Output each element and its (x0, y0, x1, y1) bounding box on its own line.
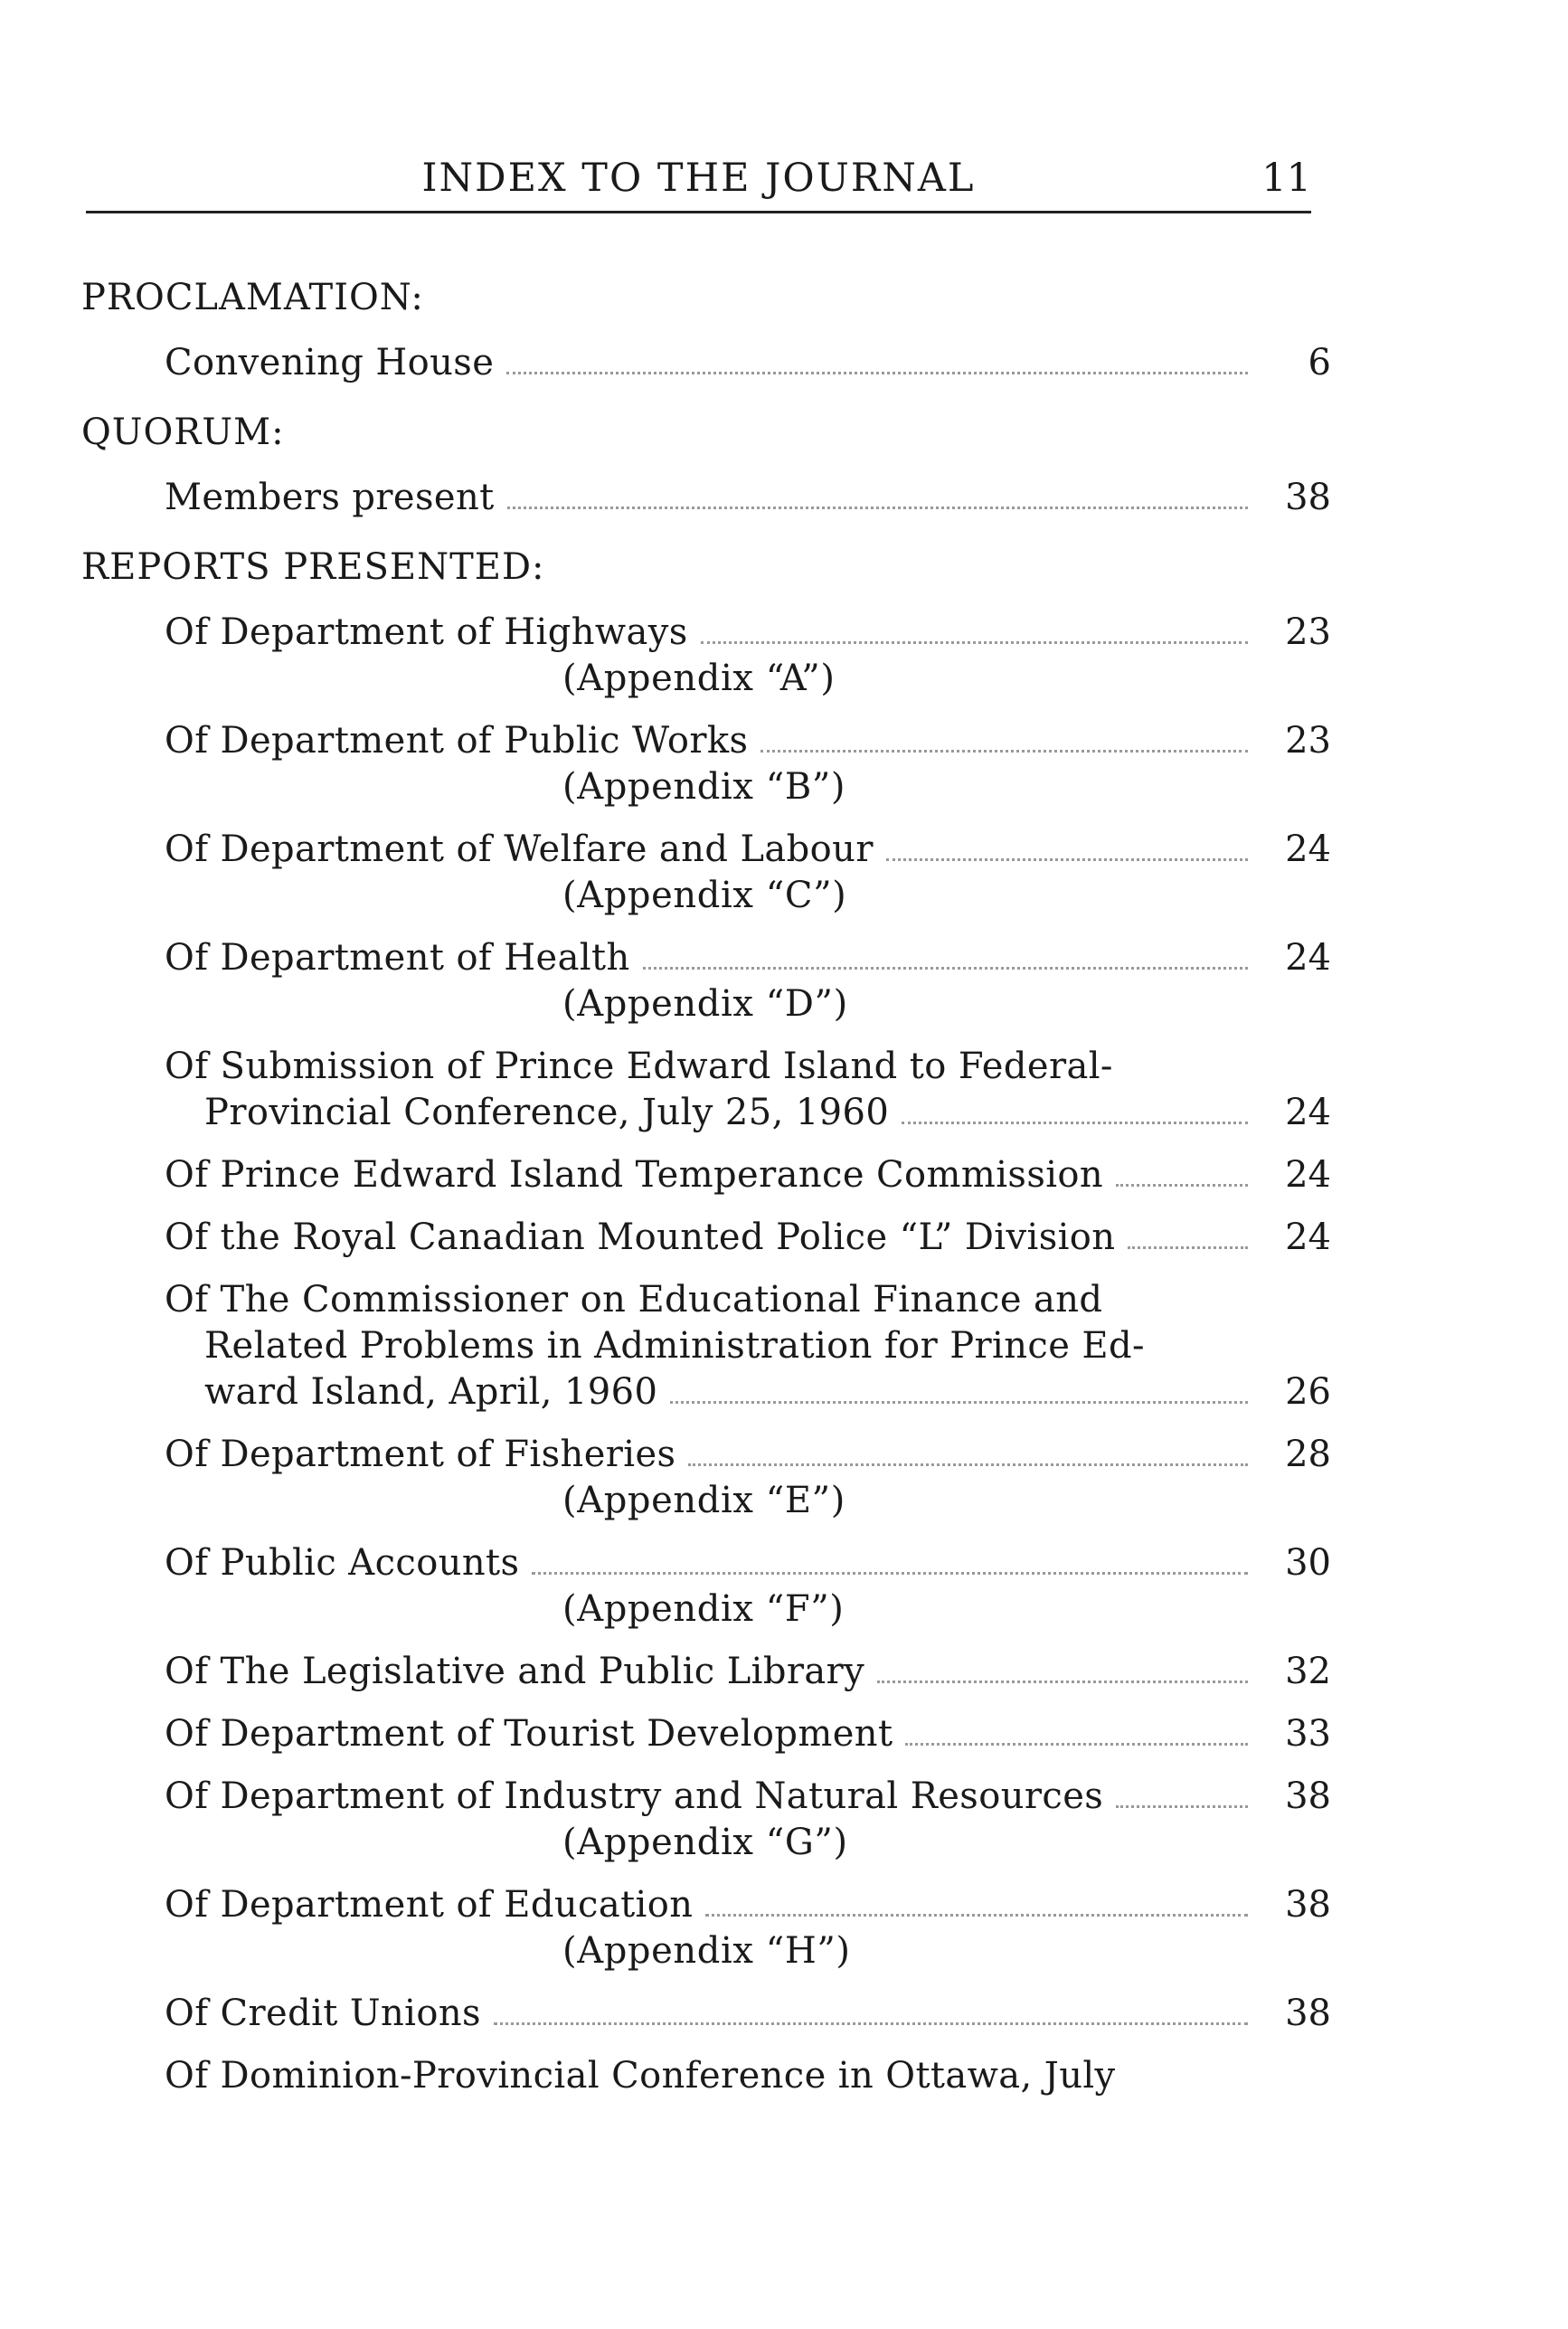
dot-leader (670, 1401, 1248, 1404)
dot-leader (905, 1743, 1248, 1746)
entry-text: Of Credit Unions (165, 1993, 481, 2034)
index-entry (165, 1277, 1331, 1415)
appendix-reference: (Appendix “A”) (562, 658, 836, 699)
dot-leader (886, 858, 1248, 861)
dot-leader (506, 372, 1248, 374)
entry-page-number: 23 (1285, 720, 1331, 762)
entry-page-number: 38 (1285, 1775, 1331, 1817)
entry-page-number: 38 (1285, 1993, 1331, 2034)
entry-line (165, 340, 1331, 386)
dot-leader (643, 967, 1248, 970)
index-entry (165, 1882, 1331, 1974)
index-section (81, 406, 1347, 521)
appendix-reference: (Appendix “B”) (562, 766, 846, 808)
entry-line (165, 1774, 1331, 1820)
entry-page-number: 24 (1285, 937, 1331, 979)
entry-text: Of Submission of Prince Edward Island to Federal- (165, 1046, 1113, 1087)
index-entry (165, 935, 1331, 1027)
section-heading: PROCLAMATION: (81, 277, 424, 318)
dot-leader (1116, 1184, 1248, 1187)
entry-text: Of Department of Health (165, 937, 630, 979)
entry-line (165, 1277, 1331, 1323)
dot-leader (760, 750, 1248, 753)
entry-text: Members present (165, 477, 495, 518)
index-entry (165, 1432, 1331, 1524)
index-entry (165, 827, 1331, 919)
dot-leader (701, 641, 1248, 644)
entry-line (165, 1649, 1331, 1695)
entry-page-number: 26 (1285, 1371, 1331, 1413)
appendix-reference: (Appendix “G”) (562, 1822, 848, 1863)
index-entry (165, 1540, 1331, 1633)
entry-line (165, 610, 1331, 656)
entry-line (165, 718, 1331, 764)
entry-line (165, 1090, 1331, 1136)
index-entry (165, 1649, 1331, 1695)
index-section (81, 541, 1347, 2099)
entry-line (165, 1044, 1331, 1090)
entry-line (165, 1882, 1331, 1928)
dot-leader (705, 1914, 1248, 1917)
entry-text: Provincial Conference, July 25, 1960 (204, 1092, 890, 1133)
entry-text: Of Department of Education (165, 1884, 694, 1926)
entry-line (165, 1215, 1331, 1261)
entry-text: Of Department of Welfare and Labour (165, 828, 874, 870)
entry-text: Of The Legislative and Public Library (165, 1651, 865, 1692)
index-entry (165, 1044, 1331, 1136)
running-header (86, 156, 1311, 210)
index-entry (165, 1152, 1331, 1198)
entry-text: Of the Royal Canadian Mounted Police “L” Division (165, 1217, 1116, 1258)
entry-line (165, 2053, 1331, 2099)
entry-text: Of Department of Tourist Development (165, 1713, 893, 1755)
entry-text: Of Department of Industry and Natural Resources (165, 1775, 1104, 1817)
section-heading: REPORTS PRESENTED: (81, 546, 545, 588)
entry-text: ward Island, April, 1960 (204, 1371, 658, 1413)
entry-line (165, 1711, 1331, 1757)
page-title: INDEX TO THE JOURNAL (421, 156, 976, 201)
index-body (81, 271, 1347, 2099)
entry-line (165, 475, 1331, 521)
entry-text: Of Department of Highways (165, 611, 688, 653)
index-entry (165, 340, 1331, 386)
entry-text: Convening House (165, 342, 495, 383)
entry-page-number: 23 (1285, 611, 1331, 653)
entry-line (165, 1152, 1331, 1198)
entry-page-number: 38 (1285, 477, 1331, 518)
entry-page-number: 24 (1285, 1154, 1331, 1196)
header-rule (86, 211, 1311, 213)
appendix-reference: (Appendix “E”) (562, 1480, 845, 1521)
entry-line (165, 1991, 1331, 2037)
entry-page-number: 28 (1285, 1434, 1331, 1475)
entry-page-number: 33 (1285, 1713, 1331, 1755)
entry-line (165, 1432, 1331, 1478)
entry-text: Of Department of Public Works (165, 720, 749, 762)
index-entry (165, 2053, 1331, 2099)
entry-line (165, 935, 1331, 981)
appendix-reference: (Appendix “D”) (562, 983, 848, 1025)
entry-line (165, 1323, 1331, 1369)
entry-text: Of Department of Fisheries (165, 1434, 676, 1475)
entry-text: Related Problems in Administration for Prince Ed- (204, 1325, 1145, 1367)
index-entry (165, 718, 1331, 810)
entry-text: Of The Commissioner on Educational Finance and (165, 1279, 1103, 1321)
entry-line (165, 1369, 1331, 1415)
entry-text: Of Prince Edward Island Temperance Commission (165, 1154, 1104, 1196)
entry-text: Of Public Accounts (165, 1542, 520, 1584)
dot-leader (1128, 1246, 1248, 1249)
dot-leader (688, 1463, 1248, 1466)
entry-page-number: 38 (1285, 1884, 1331, 1926)
dot-leader (532, 1572, 1248, 1575)
entry-page-number: 24 (1285, 1092, 1331, 1133)
dot-leader (877, 1680, 1248, 1683)
entry-text: Of Dominion-Provincial Conference in Ottawa, July (165, 2055, 1116, 2097)
index-entry (165, 1215, 1331, 1261)
index-entry (165, 1711, 1331, 1757)
entry-line (165, 1540, 1331, 1586)
dot-leader (1116, 1805, 1248, 1808)
entry-page-number: 6 (1308, 342, 1331, 383)
index-entry (165, 1774, 1331, 1866)
index-section (81, 271, 1347, 386)
appendix-reference: (Appendix “F”) (562, 1588, 845, 1630)
index-entry (165, 610, 1331, 702)
dot-leader (902, 1122, 1248, 1124)
page-number: 11 (1261, 156, 1311, 201)
entry-line (165, 827, 1331, 873)
entry-page-number: 24 (1285, 1217, 1331, 1258)
entry-page-number: 24 (1285, 828, 1331, 870)
index-entry (165, 1991, 1331, 2037)
dot-leader (507, 507, 1248, 509)
appendix-reference: (Appendix “H”) (562, 1930, 851, 1972)
entry-page-number: 32 (1285, 1651, 1331, 1692)
entry-page-number: 30 (1285, 1542, 1331, 1584)
appendix-reference: (Appendix “C”) (562, 875, 847, 916)
section-heading: QUORUM: (81, 412, 285, 453)
dot-leader (494, 2022, 1248, 2025)
index-entry (165, 475, 1331, 521)
